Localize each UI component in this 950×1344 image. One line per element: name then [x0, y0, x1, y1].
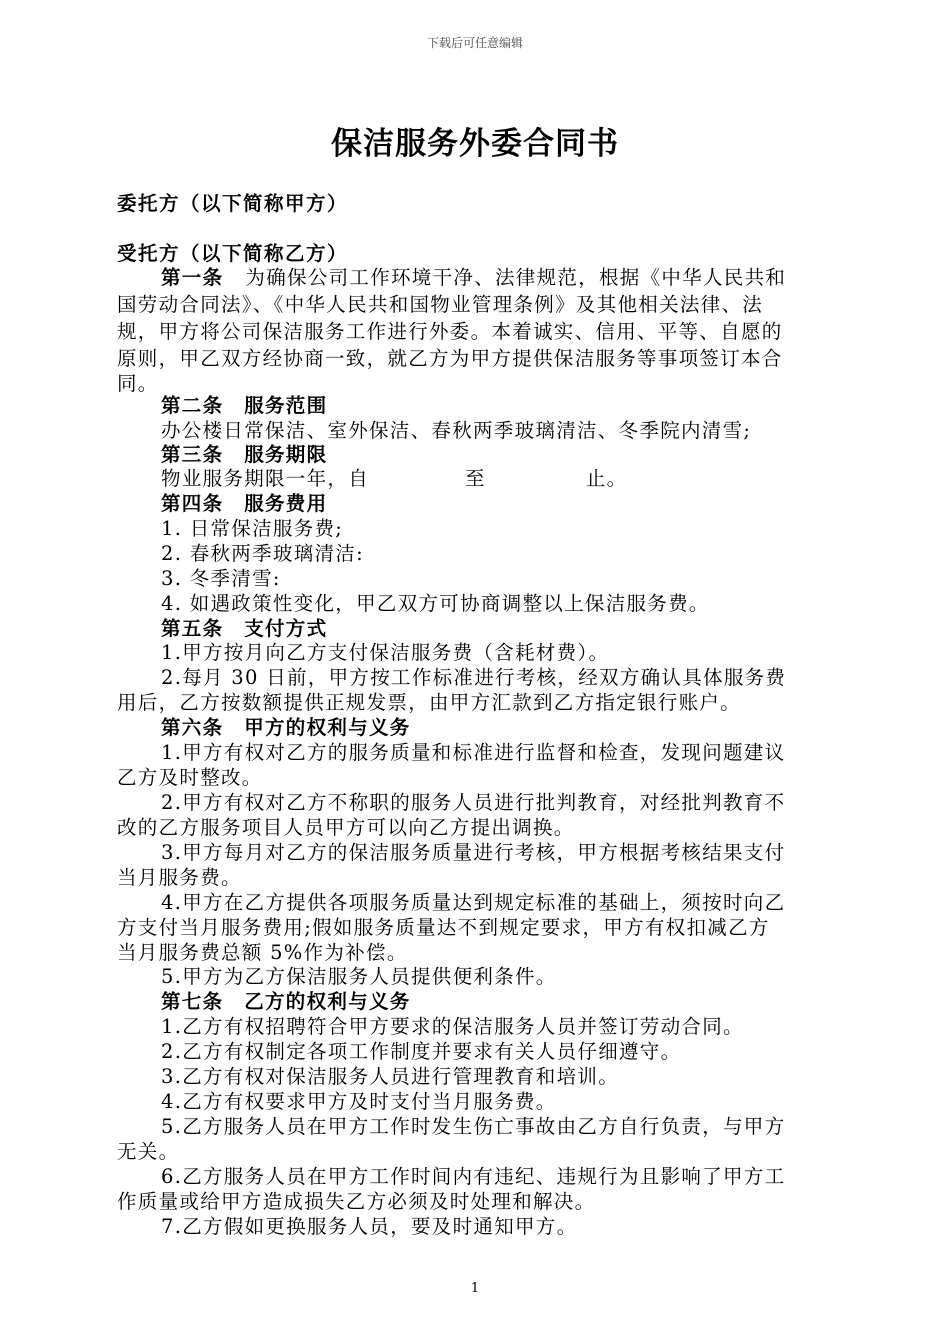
article-5-item-1: 1.甲方按月向乙方支付保洁服务费（含耗材费）。: [161, 641, 610, 664]
article-7-line-1: 1.乙方有权招聘符合甲方要求的保洁服务人员并签订劳动合同。: [161, 1015, 744, 1038]
page-number: 1: [470, 1281, 480, 1296]
party-b: 受托方（以下简称乙方）: [117, 242, 349, 265]
article-6-line-7: 4.甲方在乙方提供各项服务质量达到规定标准的基础上，须按时向乙: [161, 891, 786, 914]
article-7-heading: 第七条 乙方的权利与义务: [161, 990, 411, 1013]
article-2-heading: 第二条 服务范围: [161, 394, 328, 417]
article-7-line-8: 作质量或给甲方造成损失乙方必须及时处理和解决。: [117, 1190, 596, 1213]
article-1-line-2: 国劳动合同法》、《中华人民共和国物业管理条例》及其他相关法律、法: [117, 293, 764, 316]
article-6-line-10: 5.甲方为乙方保洁服务人员提供便利条件。: [161, 965, 557, 988]
article-6-line-2: 乙方及时整改。: [117, 766, 263, 789]
article-1-text: 为确保公司工作环境干净、法律规范，根据《中华人民共和: [245, 266, 787, 289]
article-7-line-3: 3.乙方有权对保洁服务人员进行管理教育和培训。: [161, 1065, 620, 1088]
article-3-text: [161, 465, 881, 492]
article-4-item-1: 1. 日常保洁服务费;: [161, 517, 344, 540]
header-note: 下载后可任意编辑: [426, 36, 523, 50]
article-5-item-2-line-1: 2.每月 30 日前，甲方按工作标准进行考核，经双方确认具体服务费: [161, 666, 787, 689]
article-4-heading: 第四条 服务费用: [161, 492, 328, 515]
article-6-line-3: 2.甲方有权对乙方不称职的服务人员进行批判教育，对经批判教育不: [161, 791, 786, 814]
article-6-line-8: 方支付当月服务费用;假如服务质量达不到规定要求，甲方有权扣减乙方: [117, 916, 770, 939]
article-7-line-6: 无关。: [117, 1140, 180, 1163]
article-5-heading: 第五条 支付方式: [161, 617, 328, 640]
article-6-line-4: 改的乙方服务项目人员甲方可以向乙方提出调换。: [117, 816, 575, 839]
article-7-line-4: 4.乙方有权要求甲方及时支付当月服务费。: [161, 1090, 557, 1113]
article-4-item-3: 3. 冬季清雪:: [161, 567, 281, 590]
article-3-text-from: 物业服务期限一年，自: [161, 467, 370, 490]
article-1-line-3: 规，甲方将公司保洁服务工作进行外委。本着诚实、信用、平等、自愿的: [117, 320, 783, 343]
article-3-text-to: 至: [465, 467, 486, 490]
article-4-item-2: 2. 春秋两季玻璃清洁:: [161, 542, 364, 565]
article-1-line-1: [117, 264, 837, 291]
article-6-heading: 第六条 甲方的权利与义务: [161, 716, 411, 739]
article-2-text: 办公楼日常保洁、室外保洁、春秋两季玻璃清洁、冬季院内清雪;: [161, 419, 752, 442]
article-6-line-1: 1.甲方有权对乙方的服务质量和标准进行监督和检查，发现问题建议: [161, 741, 786, 764]
document-title: 保洁服务外委合同书: [331, 126, 619, 162]
article-1-line-4: 原则，甲乙双方经协商一致，就乙方为甲方提供保洁服务等事项签订本合: [117, 347, 783, 370]
article-3-text-end: 止。: [585, 467, 628, 490]
article-1-heading: 第一条: [161, 266, 224, 289]
article-7-line-9: 7.乙方假如更换服务人员，要及时通知甲方。: [161, 1215, 578, 1238]
article-4-item-4: 4. 如遇政策性变化，甲乙双方可协商调整以上保洁服务费。: [161, 592, 710, 615]
article-6-line-9: 当月服务费总额 5%作为补偿。: [117, 941, 408, 964]
article-6-line-6: 当月服务费。: [117, 866, 242, 889]
article-3-heading: 第三条 服务期限: [161, 443, 328, 466]
article-1-line-5: 同。: [117, 372, 159, 395]
article-7-line-2: 2.乙方有权制定各项工作制度并要求有关人员仔细遵守。: [161, 1040, 682, 1063]
article-5-item-2-line-2: 用后，乙方按数额提供正规发票，由甲方汇款到乙方指定银行账户。: [117, 691, 742, 714]
party-a: 委托方（以下简称甲方）: [117, 192, 349, 215]
article-7-line-7: 6.乙方服务人员在甲方工作时间内有违纪、违规行为且影响了甲方工: [161, 1165, 786, 1188]
article-6-line-5: 3.甲方每月对乙方的保洁服务质量进行考核，甲方根据考核结果支付: [161, 841, 786, 864]
article-7-line-5: 5.乙方服务人员在甲方工作时发生伤亡事故由乙方自行负责，与甲方: [161, 1115, 786, 1138]
